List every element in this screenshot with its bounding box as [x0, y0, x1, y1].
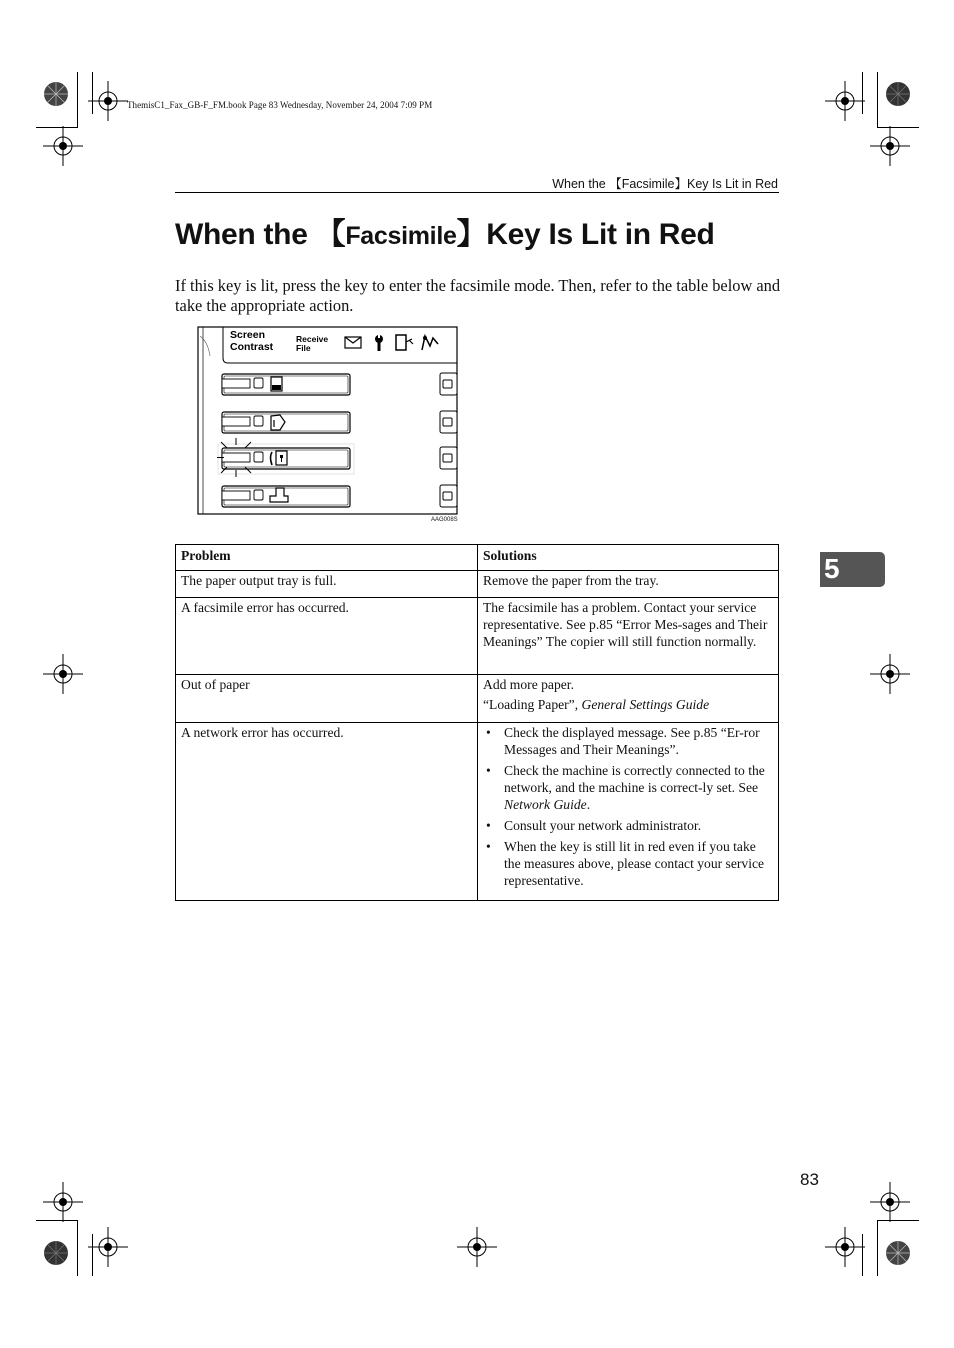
table-row — [176, 675, 779, 723]
chapter-tab — [820, 552, 885, 587]
chapter-number: 5 — [824, 553, 840, 584]
copy-icon — [271, 377, 282, 391]
solution-reference — [483, 696, 773, 713]
document-server-key — [222, 412, 350, 433]
running-head: When the 【Facsimile】Key Is Lit in Red — [552, 177, 778, 191]
solution-list — [483, 724, 773, 889]
printer-key — [222, 486, 350, 507]
list-item: • Check the displayed message. See p.85 “Er-ror Messages and Their Meanings”. — [483, 724, 773, 758]
troubleshooting-table — [175, 544, 779, 901]
registration-mark-icon — [870, 126, 910, 166]
problem-cell: The paper output tray is full. — [176, 571, 478, 598]
registration-mark-icon — [457, 1227, 497, 1267]
reference-text: “Loading Paper”, — [483, 697, 582, 712]
registration-mark-icon — [825, 81, 865, 121]
header-rule — [175, 192, 779, 193]
intro-paragraph: If this key is lit, press the key to enter the facsimile mode. Then, refer to the table below and take the appropriate action. — [175, 276, 781, 315]
title-after: 】Key Is Lit in Red — [456, 218, 715, 251]
reference-title: Network Guide — [504, 797, 587, 812]
registration-mark-icon — [43, 1182, 83, 1222]
solution-text: Add more paper. — [483, 677, 574, 692]
problem-cell: A network error has occurred. — [176, 723, 478, 901]
registration-mark-icon — [88, 81, 128, 121]
registration-mark-icon — [825, 1227, 865, 1267]
list-item: • When the key is still lit in red even if you take the measures above, please contact your service representative. — [483, 838, 773, 889]
title-key-name: Facsimile — [345, 222, 457, 250]
file-label-2: File — [296, 343, 311, 353]
reference-title: General Settings Guide — [581, 697, 710, 712]
table-row — [176, 598, 779, 675]
table-row — [176, 723, 779, 901]
header-solutions: Solutions — [478, 545, 779, 571]
title-before: When the 【 — [175, 218, 346, 251]
page-title — [175, 209, 715, 253]
control-panel-illustration — [196, 326, 460, 526]
table-header-row — [176, 545, 779, 571]
registration-mark-icon — [870, 654, 910, 694]
color-rosette-icon — [43, 81, 69, 107]
problem-cell: A facsimile error has occurred. — [176, 598, 478, 675]
registration-mark-icon — [88, 1227, 128, 1267]
table-row — [176, 571, 779, 598]
list-item-end: . — [586, 797, 591, 812]
solution-cell: Remove the paper from the tray. — [478, 571, 779, 598]
color-rosette-icon — [885, 81, 911, 107]
registration-mark-icon — [870, 1182, 910, 1222]
facsimile-key — [217, 438, 354, 477]
problem-cell: Out of paper — [176, 675, 478, 723]
solution-cell — [478, 675, 779, 723]
receive-label-1: Receive — [296, 334, 329, 344]
page-number: 83 — [800, 1170, 819, 1189]
envelope-icon — [345, 337, 361, 348]
color-rosette-icon — [43, 1240, 69, 1266]
solution-cell: The facsimile has a problem. Contact your service representative. See p.85 “Error Mes-sages and Their Meanings” The copier will still function normally. — [478, 598, 779, 675]
registration-mark-icon — [43, 654, 83, 694]
solution-cell — [478, 723, 779, 901]
copy-key — [222, 374, 350, 395]
screen-label-1: Screen — [230, 329, 266, 341]
list-item-text: Check the machine is correctly connected to the network, and the machine is correct-ly set. See — [504, 763, 765, 795]
list-item — [483, 762, 773, 813]
header-problem: Problem — [176, 545, 478, 571]
list-item: • Consult your network administrator. — [483, 817, 773, 834]
contrast-label-2: Contrast — [230, 341, 274, 353]
color-rosette-icon — [885, 1240, 911, 1266]
figure-id: AAG008S — [431, 517, 458, 523]
registration-mark-icon — [43, 126, 83, 166]
book-info-slug: ThemisC1_Fax_GB-F_FM.book Page 83 Wednesday, November 24, 2004 7:09 PM — [127, 100, 433, 110]
